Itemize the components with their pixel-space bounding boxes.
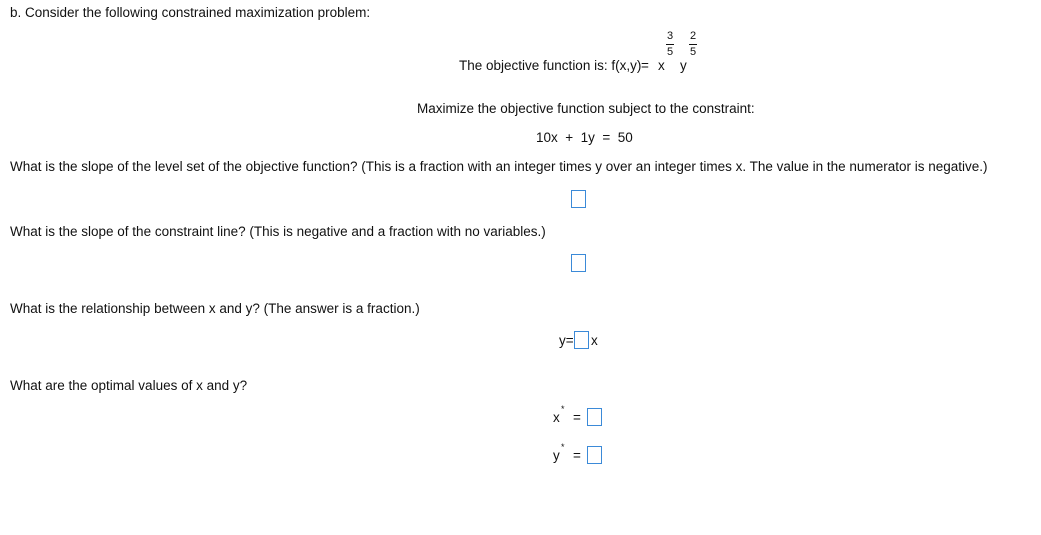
x-exponent-numerator: 3 — [666, 30, 674, 42]
objective-x-variable: x — [658, 58, 665, 73]
question-header: b. Consider the following constrained maximization problem: — [10, 5, 371, 20]
relationship-fraction-input[interactable] — [574, 331, 589, 349]
objective-label: The objective function is: f(x,y) — [459, 58, 642, 73]
y-exponent-fraction — [688, 31, 698, 58]
relationship-prefix: y= — [559, 333, 574, 348]
question-constraint-slope: What is the slope of the constraint line? (This is negative and a fraction with no variables.) — [10, 224, 546, 239]
optimal-x-label: x — [553, 410, 560, 425]
optimal-x-star: * — [561, 404, 565, 414]
question-optimal-values: What are the optimal values of x and y? — [10, 378, 248, 393]
y-exponent-denominator: 5 — [689, 46, 697, 58]
optimal-y-star: * — [561, 442, 565, 452]
optimal-y-row — [553, 442, 613, 468]
constraint-slope-input[interactable] — [571, 254, 586, 272]
constraint-intro: Maximize the objective function subject to the constraint: — [417, 101, 755, 116]
optimal-x-input[interactable] — [587, 408, 602, 426]
optimal-y-input[interactable] — [587, 446, 602, 464]
y-exponent-numerator: 2 — [689, 30, 697, 42]
level-set-slope-input[interactable] — [571, 190, 586, 208]
x-exponent-bar — [666, 44, 674, 45]
x-exponent-fraction — [665, 31, 675, 58]
x-exponent-denominator: 5 — [666, 46, 674, 58]
y-exponent-bar — [689, 44, 697, 45]
relationship-suffix: x — [591, 333, 598, 348]
constraint-equation: 10x + 1y = 50 — [536, 130, 633, 145]
optimal-x-equals: = — [573, 410, 581, 425]
question-xy-relationship: What is the relationship between x and y? (The answer is a fraction.) — [10, 301, 420, 316]
question-level-set-slope: What is the slope of the level set of the objective function? (This is a fraction with an integer times y over an integer times x. The value in the numerator is negative.) — [10, 159, 988, 174]
optimal-y-label: y — [553, 448, 560, 463]
objective-y-variable: y — [680, 58, 687, 73]
objective-equals: = — [641, 58, 649, 73]
optimal-x-row — [553, 404, 613, 430]
optimal-y-equals: = — [573, 448, 581, 463]
